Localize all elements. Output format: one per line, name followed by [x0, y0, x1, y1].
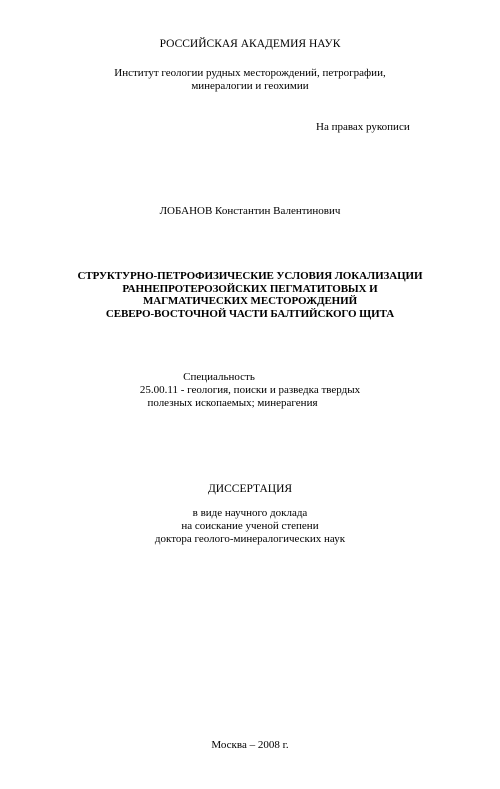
institute-line-2: минералогии и геохимии	[191, 80, 309, 92]
dissertation-title	[0, 270, 500, 320]
dissertation-heading: ДИССЕРТАЦИЯ	[207, 483, 293, 495]
academy-name: РОССИЙСКАЯ АКАДЕМИЯ НАУК	[159, 38, 341, 50]
title-line-4: СЕВЕРО-ВОСТОЧНОЙ ЧАСТИ БАЛТИЙСКОГО ЩИТА	[105, 307, 395, 320]
specialty-line-2: полезных ископаемых; минерагения	[147, 397, 318, 409]
degree-line-3: доктора геолого-минералогических наук	[154, 533, 346, 545]
institute-line-1: Институт геологии рудных месторождений, петрографии,	[114, 67, 386, 79]
rights-note: На правах рукописи	[316, 121, 410, 133]
degree-block	[0, 507, 500, 546]
specialty-label: Специальность	[183, 371, 255, 383]
specialty-line-1: 25.00.11 - геология, поиски и разведка твердых	[139, 384, 361, 396]
degree-line-2: на соискание ученой степени	[181, 520, 319, 532]
title-line-1: СТРУКТУРНО-ПЕТРОФИЗИЧЕСКИЕ УСЛОВИЯ ЛОКАЛИЗАЦИИ	[77, 270, 423, 282]
specialty-block	[0, 371, 500, 410]
institute-name	[0, 67, 500, 93]
author-name: ЛОБАНОВ Константин Валентинович	[159, 205, 341, 217]
title-line-3: МАГМАТИЧЕСКИХ МЕСТОРОЖДЕНИЙ	[142, 295, 358, 307]
title-line-2: РАННЕПРОТЕРОЗОЙСКИХ ПЕГМАТИТОВЫХ И	[122, 282, 378, 295]
degree-line-1: в виде научного доклада	[192, 507, 308, 519]
city-year: Москва – 2008 г.	[211, 739, 289, 751]
